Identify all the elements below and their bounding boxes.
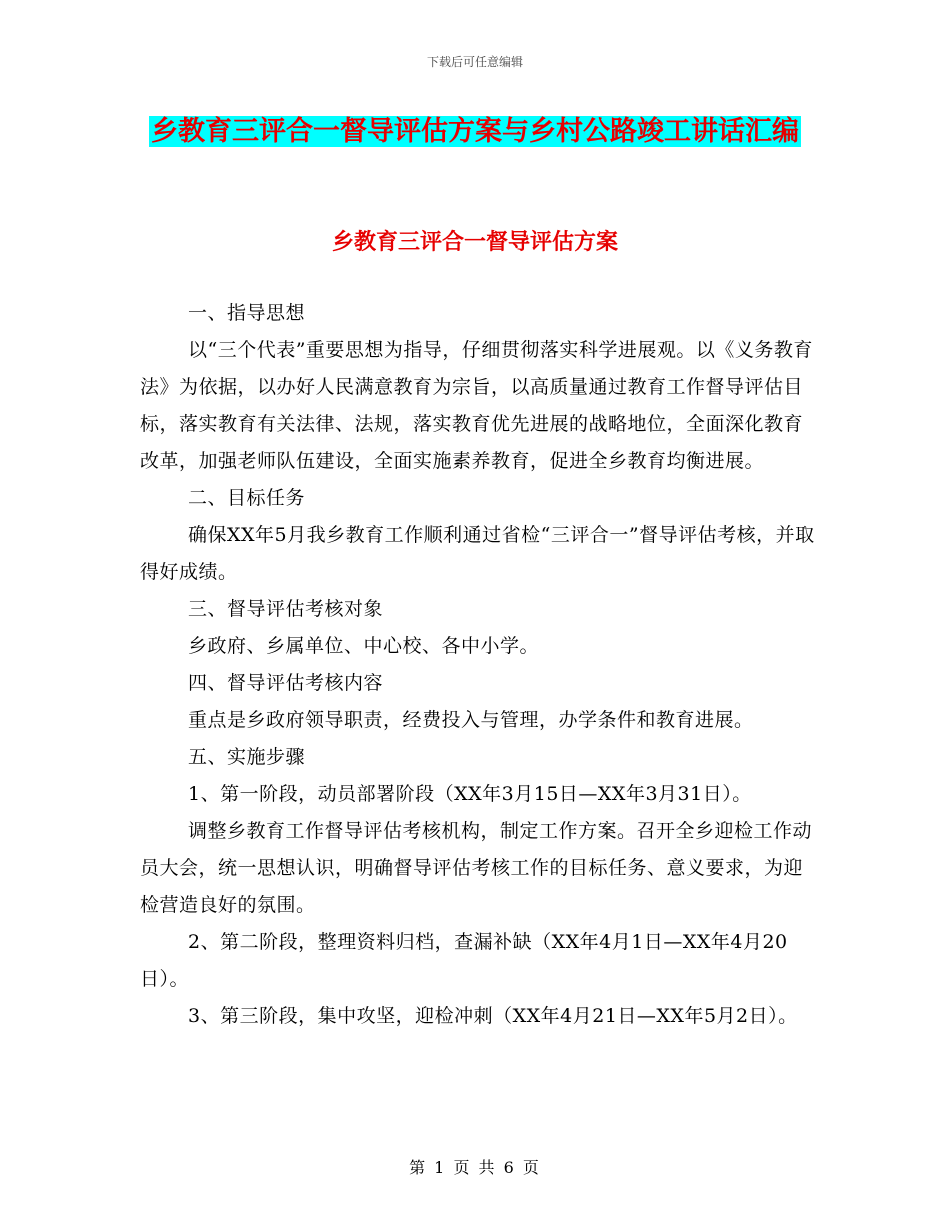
paragraph: 确保XX年5月我乡教育工作顺利通过省检“三评合一”督导评估考核，并取得好成绩。 — [140, 524, 815, 583]
document-body — [140, 295, 820, 1035]
heading-content: 四、督导评估考核内容 — [188, 672, 384, 694]
heading-objects: 三、督导评估考核对象 — [188, 598, 384, 620]
header-note: 下载后可任意编辑 — [426, 55, 523, 69]
paragraph: 以“三个代表”重要思想为指导，仔细贯彻落实科学进展观。以《义务教育法》为依据，以办好人民满意教育为宗旨，以高质量通过教育工作督导评估目标，落实教育有关法律、法规，落实教育优先进展的战略地位，全面深化教育改革，加强老师队伍建设，全面实施素养教育，促进全乡教育均衡进展。 — [140, 339, 813, 472]
paragraph: 调整乡教育工作督导评估考核机构，制定工作方案。召开全乡迎检工作动员大会，统一思想认识，明确督导评估考核工作的目标任务、意义要求，为迎检营造良好的氛围。 — [140, 820, 813, 916]
paragraph: 重点是乡政府领导职责，经费投入与管理，办学条件和教育进展。 — [188, 709, 754, 731]
page-number: 第 1 页 共 6 页 — [409, 1158, 541, 1177]
paragraph: 3、第三阶段，集中攻坚，迎检冲刺（XX年4月21日—XX年5月2日）。 — [188, 1005, 798, 1027]
heading-steps: 五、实施步骤 — [188, 746, 306, 768]
heading-goals: 二、目标任务 — [188, 487, 306, 509]
paragraph: 1、第一阶段，动员部署阶段（XX年3月15日—XX年3月31日）。 — [188, 783, 752, 805]
section-title: 乡教育三评合一督导评估方案 — [331, 230, 618, 255]
heading-guiding-ideology: 一、指导思想 — [188, 302, 306, 324]
paragraph: 乡政府、乡属单位、中心校、各中小学。 — [188, 635, 540, 657]
paragraph: 2、第二阶段，整理资料归档，查漏补缺（XX年4月1日—XX年4月20日）。 — [140, 931, 788, 990]
document-title — [145, 110, 805, 154]
title-text: 乡教育三评合一督导评估方案与乡村公路竣工讲话汇编 — [151, 116, 799, 147]
